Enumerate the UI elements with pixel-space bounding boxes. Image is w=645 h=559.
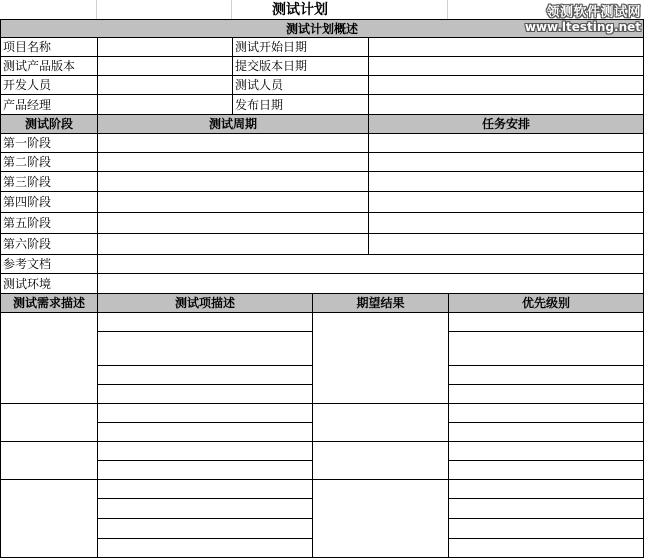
stage-4-period[interactable] (97, 191, 369, 213)
project-name-value[interactable] (97, 37, 233, 57)
period-header: 测试周期 (97, 114, 369, 134)
test-product-version-value[interactable] (97, 56, 233, 76)
test-item-cell[interactable] (97, 403, 313, 423)
priority-cell[interactable] (448, 384, 644, 404)
test-product-version-label: 测试产品版本 (0, 56, 98, 76)
priority-cell[interactable] (448, 460, 644, 480)
stage-3-tasks[interactable] (368, 171, 644, 192)
test-item-cell[interactable] (97, 518, 313, 539)
gridline (97, 0, 232, 20)
stage-header: 测试阶段 (0, 114, 98, 134)
test-item-cell[interactable] (97, 460, 313, 480)
stage-6-label: 第六阶段 (0, 233, 98, 255)
stage-6-period[interactable] (97, 233, 369, 255)
test-environment-value[interactable] (97, 273, 644, 294)
requirement-cell[interactable] (0, 403, 98, 442)
overview-header: 测试计划概述 (0, 19, 644, 38)
stage-5-period[interactable] (97, 212, 369, 234)
test-item-cell[interactable] (97, 331, 313, 366)
gridline (368, 0, 448, 20)
requirement-cell[interactable] (0, 441, 98, 480)
priority-cell[interactable] (448, 422, 644, 442)
testers-label: 测试人员 (232, 75, 369, 95)
developers-label: 开发人员 (0, 75, 98, 95)
requirement-header: 测试需求描述 (0, 293, 98, 313)
priority-cell[interactable] (448, 498, 644, 519)
priority-cell[interactable] (448, 441, 644, 461)
expected-result-cell[interactable] (312, 479, 449, 558)
stage-5-label: 第五阶段 (0, 212, 98, 234)
test-item-cell[interactable] (97, 384, 313, 404)
test-item-cell[interactable] (97, 441, 313, 461)
priority-cell[interactable] (448, 365, 644, 385)
requirement-cell[interactable] (0, 479, 98, 558)
priority-cell[interactable] (448, 538, 644, 558)
stage-2-tasks[interactable] (368, 152, 644, 172)
priority-cell[interactable] (448, 518, 644, 539)
page-title: 测试计划 (272, 2, 328, 18)
stage-3-label: 第三阶段 (0, 171, 98, 192)
test-start-date-label: 测试开始日期 (232, 37, 369, 57)
project-name-label: 项目名称 (0, 37, 98, 57)
submit-version-date-value[interactable] (368, 56, 644, 76)
watermark-site-url: www.ltesting.net (524, 19, 641, 34)
priority-cell[interactable] (448, 403, 644, 423)
test-environment-label: 测试环境 (0, 273, 98, 294)
requirement-cell[interactable] (0, 312, 98, 404)
stage-4-tasks[interactable] (368, 191, 644, 213)
priority-header: 优先级别 (448, 293, 644, 313)
tasks-header: 任务安排 (368, 114, 644, 134)
priority-cell[interactable] (448, 331, 644, 366)
priority-cell[interactable] (448, 312, 644, 332)
release-date-value[interactable] (368, 94, 644, 115)
priority-cell[interactable] (448, 479, 644, 499)
stage-2-period[interactable] (97, 152, 369, 172)
test-item-cell[interactable] (97, 422, 313, 442)
release-date-label: 发布日期 (232, 94, 369, 115)
test-item-cell[interactable] (97, 312, 313, 332)
test-start-date-value[interactable] (368, 37, 644, 57)
expected-result-cell[interactable] (312, 312, 449, 404)
testers-value[interactable] (368, 75, 644, 95)
stage-2-label: 第二阶段 (0, 152, 98, 172)
stage-3-period[interactable] (97, 171, 369, 192)
stage-1-label: 第一阶段 (0, 133, 98, 153)
test-item-cell[interactable] (97, 365, 313, 385)
stage-5-tasks[interactable] (368, 212, 644, 234)
test-item-cell[interactable] (97, 538, 313, 558)
reference-docs-value[interactable] (97, 254, 644, 274)
expected-result-header: 期望结果 (312, 293, 449, 313)
stage-6-tasks[interactable] (368, 233, 644, 255)
expected-result-cell[interactable] (312, 441, 449, 480)
watermark-site-name: 领测软件测试网 (546, 5, 641, 20)
test-item-header: 测试项描述 (97, 293, 313, 313)
submit-version-date-label: 提交版本日期 (232, 56, 369, 76)
stage-1-period[interactable] (97, 133, 369, 153)
test-item-cell[interactable] (97, 479, 313, 499)
developers-value[interactable] (97, 75, 233, 95)
gridline (0, 0, 97, 20)
stage-4-label: 第四阶段 (0, 191, 98, 213)
test-item-cell[interactable] (97, 498, 313, 519)
expected-result-cell[interactable] (312, 403, 449, 442)
product-manager-label: 产品经理 (0, 94, 98, 115)
product-manager-value[interactable] (97, 94, 233, 115)
reference-docs-label: 参考文档 (0, 254, 98, 274)
stage-1-tasks[interactable] (368, 133, 644, 153)
